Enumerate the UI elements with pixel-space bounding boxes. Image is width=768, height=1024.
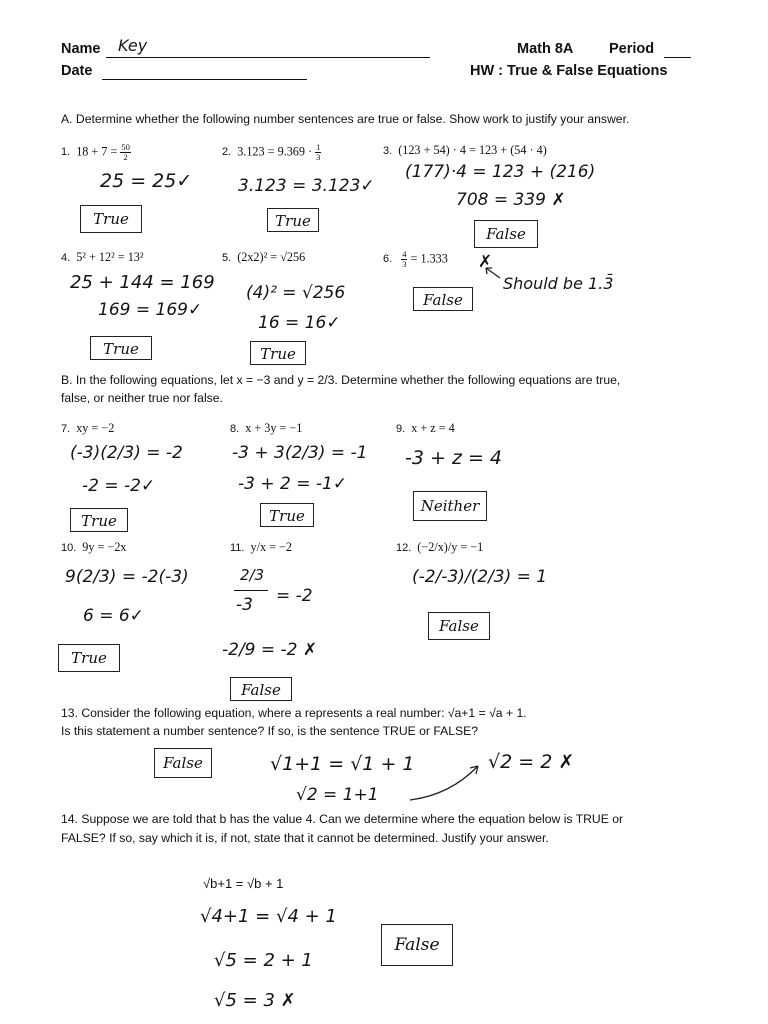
hw-title: HW : True & False Equations: [470, 63, 668, 79]
problem-11-work-2: -2/9 = -2 ✗: [222, 640, 318, 660]
arrow-icon: [486, 268, 500, 278]
section-a-instructions: A. Determine whether the following number sentences are true or false. Show work to justify your answer.: [61, 112, 630, 126]
q13-answer: False: [154, 748, 212, 778]
q14-line-1: 14. Suppose we are told that b has the value 4. Can we determine where the equation below is TRUE or: [61, 812, 624, 826]
problem-4-answer: True: [90, 336, 152, 360]
problem-12-work: (-2/-3)/(2/3) = 1: [412, 567, 548, 587]
problem-9-answer: Neither: [413, 491, 487, 521]
q14-work-2: √5 = 2 + 1: [214, 950, 313, 971]
problem-7-work-2: -2 = -2✓: [82, 476, 156, 496]
problem-4-work-1: 25 + 144 = 169: [70, 272, 215, 293]
problem-8-work-2: -3 + 2 = -1✓: [238, 474, 348, 494]
problem-3-work-2: 708 = 339 ✗: [456, 190, 566, 210]
q14-line-2: FALSE? If so, say which it is, if not, state that it cannot be determined. Justify your answer.: [61, 831, 549, 845]
problem-6-answer: False: [413, 287, 473, 311]
problem-2-answer: True: [267, 208, 319, 232]
problem-11: 11. y/x = −2: [230, 540, 292, 554]
q13-line-1: 13. Consider the following equation, where a represents a real number: √a+1 = √a + 1.: [61, 706, 527, 720]
problem-5-work-2: 16 = 16✓: [258, 313, 341, 333]
name-label: Name: [61, 41, 101, 57]
problem-10-answer: True: [58, 644, 120, 672]
problem-7-work-1: (-3)(2/3) = -2: [70, 443, 183, 463]
problem-1-work: 25 = 25✓: [100, 170, 193, 192]
problem-3-answer: False: [474, 220, 538, 248]
problem-5-work-1: (4)² = √256: [246, 283, 346, 303]
problem-5-answer: True: [250, 341, 306, 365]
problem-7-answer: True: [70, 508, 128, 532]
q13-line-2: Is this statement a number sentence? If so, is the sentence TRUE or FALSE?: [61, 724, 479, 738]
problem-11-work-eq: = -2: [276, 586, 313, 606]
q13-work-1: √1+1 = √1 + 1: [270, 753, 415, 775]
problem-6: 6. $\frac{4}{3}$ = 1.333: [383, 249, 448, 269]
q14-work-1: √4+1 = √4 + 1: [200, 906, 337, 927]
period-label: Period: [609, 41, 655, 57]
problem-3: 3. (123 + 54) · 4 = 123 + (54 · 4): [383, 143, 547, 157]
problem-6-work-x: ✗: [478, 252, 493, 272]
q13-work-2: √2 = 1+1: [296, 785, 379, 805]
problem-10-work-1: 9(2/3) = -2(-3): [65, 567, 189, 587]
problem-5: 5. (2x2)² = √256: [222, 250, 306, 264]
problem-4-work-2: 169 = 169✓: [98, 300, 203, 320]
problem-12-answer: False: [428, 612, 490, 640]
name-value: Key: [118, 36, 148, 55]
problem-10-work-2: 6 = 6✓: [83, 606, 144, 626]
course-label: Math 8A: [517, 41, 574, 57]
problem-9-work: -3 + z = 4: [405, 447, 503, 469]
curved-arrow-icon: [410, 766, 478, 800]
problem-4: 4. 5² + 12² = 13²: [61, 250, 144, 264]
problem-9: 9. x + z = 4: [396, 421, 455, 435]
problem-1: 1. 18 + 7 = $\frac{50}{2}$: [61, 142, 130, 162]
problem-11-work-num: 2/3: [240, 566, 265, 584]
problem-2: 2. 3.123 = 9.369 · $\frac{1}{3}$: [222, 142, 321, 162]
problem-7: 7. xy = −2: [61, 421, 115, 435]
problem-6-work-note: Should be 1.3̄: [503, 274, 614, 293]
problem-2-work: 3.123 = 3.123✓: [238, 176, 375, 196]
section-b-instructions-1: B. In the following equations, let x = −3 and y = 2/3. Determine whether the following equations are true,: [61, 373, 621, 387]
q14-answer: False: [381, 924, 453, 966]
q13-work-3: √2 = 2 ✗: [488, 751, 575, 773]
problem-8-answer: True: [260, 503, 314, 527]
problem-11-work-den: -3: [236, 595, 253, 615]
problem-10: 10. 9y = −2x: [61, 540, 127, 554]
problem-12: 12. (−2/x)/y = −1: [396, 540, 484, 554]
problem-1-answer: True: [80, 205, 142, 233]
q14-work-3: √5 = 3 ✗: [214, 990, 296, 1011]
problem-3-work-1: (177)·4 = 123 + (216): [405, 162, 596, 182]
q14-equation: √b+1 = √b + 1: [203, 876, 284, 891]
problem-8-work-1: -3 + 3(2/3) = -1: [232, 443, 368, 463]
problem-11-answer: False: [230, 677, 292, 701]
date-label: Date: [61, 63, 93, 79]
section-b-instructions-2: false, or neither true nor false.: [61, 391, 223, 405]
problem-8: 8. x + 3y = −1: [230, 421, 303, 435]
